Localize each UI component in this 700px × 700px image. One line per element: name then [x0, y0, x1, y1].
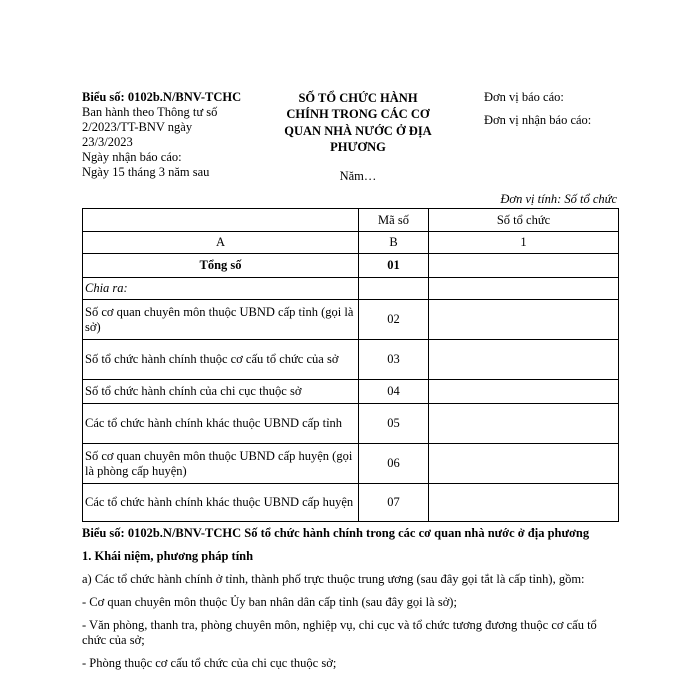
unit-note: Đơn vị tính: Số tổ chức: [500, 192, 617, 206]
receiving-unit-label: Đơn vị nhận báo cáo:: [484, 113, 592, 127]
col-label-a: A: [83, 232, 359, 254]
form-code: Biểu số: 0102b.N/BNV-TCHC: [82, 90, 242, 104]
form-heading: Biểu số: 0102b.N/BNV-TCHC Số tổ chức hành chính trong các cơ quan nhà nước ở địa phương: [82, 526, 590, 540]
table-row: [83, 444, 619, 484]
issued-by-line3: 23/3/2023: [82, 135, 133, 149]
row-value-cell[interactable]: [429, 404, 619, 444]
report-title-line1: SỐ TỔ CHỨC HÀNH: [298, 91, 418, 105]
receive-date-value: Ngày 15 tháng 3 năm sau: [82, 165, 210, 179]
bullet-item: - Văn phòng, thanh tra, phòng chuyên môn, nghiệp vụ, chi cục và tổ chức tương đương thuộc cơ cấu tổ chức của sở;: [82, 618, 597, 647]
header-left-block: [82, 90, 267, 180]
row-code: 07: [359, 484, 429, 522]
bullet-item: - Cơ quan chuyên môn thuộc Ủy ban nhân dân cấp tỉnh (sau đây gọi là sở);: [82, 595, 457, 609]
header-center-block: [278, 90, 438, 184]
header-cell-code: Mã số: [359, 209, 429, 232]
bullet-item: - Phòng thuộc cơ cấu tổ chức của chi cục thuộc sở;: [82, 656, 337, 670]
total-value-cell[interactable]: [429, 254, 619, 278]
row-value-cell[interactable]: [429, 380, 619, 404]
breakdown-code-cell: [359, 278, 429, 300]
report-title: [278, 90, 438, 155]
table-row: [83, 484, 619, 522]
row-label: Số cơ quan chuyên môn thuộc UBND cấp tỉnh (gọi là sở): [83, 300, 359, 340]
row-code: 06: [359, 444, 429, 484]
reporting-unit-label: Đơn vị báo cáo:: [484, 90, 564, 104]
row-label: Các tổ chức hành chính khác thuộc UBND cấp huyện: [83, 484, 359, 522]
row-label: Các tổ chức hành chính khác thuộc UBND cấp tỉnh: [83, 404, 359, 444]
table-row: [83, 300, 619, 340]
table-row: [83, 380, 619, 404]
row-value-cell[interactable]: [429, 340, 619, 380]
report-year: Năm…: [339, 169, 377, 183]
row-value-cell[interactable]: [429, 484, 619, 522]
explanatory-text: [82, 526, 622, 679]
column-label-row: [83, 232, 619, 254]
header-cell-label: [83, 209, 359, 232]
report-table: [82, 208, 619, 522]
receive-date-label: Ngày nhận báo cáo:: [82, 150, 182, 164]
row-code: 04: [359, 380, 429, 404]
row-code: 02: [359, 300, 429, 340]
breakdown-label: Chia ra:: [83, 278, 359, 300]
total-code: 01: [359, 254, 429, 278]
col-label-b: B: [359, 232, 429, 254]
issued-by-line1: Ban hành theo Thông tư số: [82, 105, 218, 119]
table-row: [83, 340, 619, 380]
breakdown-value-cell: [429, 278, 619, 300]
header-cell-count: Số tổ chức: [429, 209, 619, 232]
table-row: [83, 404, 619, 444]
total-row: [83, 254, 619, 278]
report-title-line4: PHƯƠNG: [330, 139, 386, 154]
header-right-block: [484, 90, 684, 136]
table-header-row: [83, 209, 619, 232]
total-label: Tổng số: [83, 254, 359, 278]
row-code: 03: [359, 340, 429, 380]
row-label: Số cơ quan chuyên môn thuộc UBND cấp huyện (gọi là phòng cấp huyện): [83, 444, 359, 484]
section-heading: 1. Khái niệm, phương pháp tính: [82, 549, 254, 563]
row-label: Số tổ chức hành chính của chi cục thuộc sở: [83, 380, 359, 404]
paragraph-a: a) Các tổ chức hành chính ở tỉnh, thành phố trực thuộc trung ương (sau đây gọi tắt là cấp tỉnh), gồm:: [82, 572, 585, 586]
row-code: 05: [359, 404, 429, 444]
row-label: Số tổ chức hành chính thuộc cơ cấu tổ chức của sở: [83, 340, 359, 380]
report-title-line3: QUAN NHÀ NƯỚC Ở ĐỊA: [284, 123, 432, 138]
report-title-line2: CHÍNH TRONG CÁC CƠ: [286, 107, 430, 122]
row-value-cell[interactable]: [429, 300, 619, 340]
row-value-cell[interactable]: [429, 444, 619, 484]
issued-by-line2: 2/2023/TT-BNV ngày: [82, 120, 193, 134]
col-label-1: 1: [429, 232, 619, 254]
breakdown-row: [83, 278, 619, 300]
